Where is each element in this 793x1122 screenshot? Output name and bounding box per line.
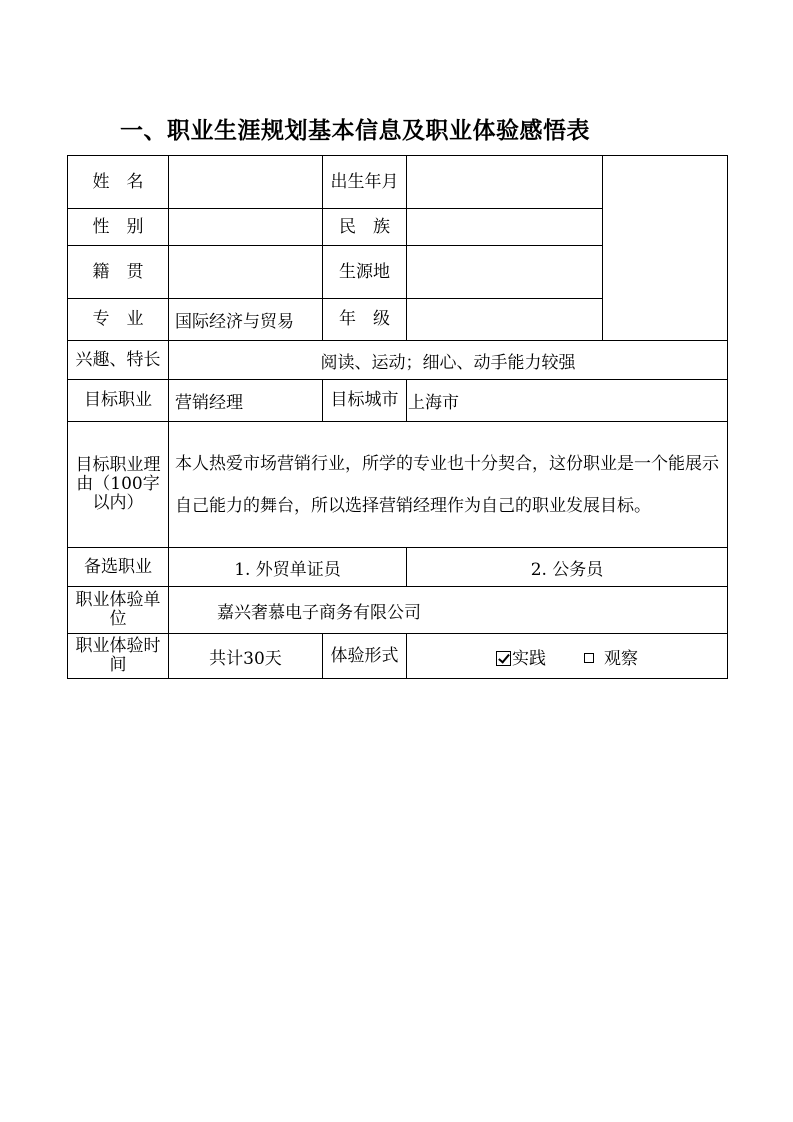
grade-label: 年 级: [323, 299, 407, 341]
alternative-job-1[interactable]: 1. 外贸单证员: [169, 548, 407, 587]
career-info-table: [67, 155, 728, 679]
birth-label: 出生年月: [323, 156, 407, 209]
option-observe[interactable]: [584, 644, 638, 669]
gender-label: 性 别: [68, 209, 169, 246]
ethnicity-field[interactable]: [407, 209, 603, 246]
reason-field[interactable]: 本人热爱市场营销行业，所学的专业也十分契合，这份职业是一个能展示自己能力的舞台，所以选择营销经理作为自己的职业发展目标。: [169, 422, 728, 548]
target-job-field[interactable]: 营销经理: [169, 380, 323, 422]
unit-field[interactable]: 嘉兴奢慕电子商务有限公司: [169, 587, 728, 634]
interests-field[interactable]: 阅读、运动；细心、动手能力较强: [169, 341, 728, 380]
duration-label: 职业体验时间: [68, 634, 169, 679]
reason-label: 目标职业理由（100字以内）: [68, 422, 169, 548]
native-place-field[interactable]: [169, 246, 323, 299]
name-field[interactable]: [169, 156, 323, 209]
origin-field[interactable]: [407, 246, 603, 299]
grade-field[interactable]: [407, 299, 603, 341]
alternative-job-2[interactable]: 2. 公务员: [407, 548, 728, 587]
target-city-field[interactable]: 上海市: [407, 380, 728, 422]
checked-box-icon: [496, 651, 511, 666]
unit-label: 职业体验单位: [68, 587, 169, 634]
interests-label: 兴趣、特长: [68, 341, 169, 380]
major-field[interactable]: 国际经济与贸易: [169, 299, 323, 341]
option-practice[interactable]: [496, 644, 546, 669]
name-label: 姓 名: [68, 156, 169, 209]
duration-field[interactable]: 共计30天: [169, 634, 323, 679]
unchecked-box-icon: [584, 653, 594, 663]
form-label: 体验形式: [323, 634, 407, 679]
gender-field[interactable]: [169, 209, 323, 246]
birth-field[interactable]: [407, 156, 603, 209]
target-job-label: 目标职业: [68, 380, 169, 422]
option-observe-label: 观察: [604, 648, 638, 669]
native-place-label: 籍 贯: [68, 246, 169, 299]
target-city-label: 目标城市: [323, 380, 407, 422]
page-title: 一、职业生涯规划基本信息及职业体验感悟表: [120, 118, 590, 144]
origin-label: 生源地: [323, 246, 407, 299]
photo-cell: [603, 156, 728, 341]
alternatives-label: 备选职业: [68, 548, 169, 587]
experience-form-options: [407, 634, 728, 679]
option-practice-label: 实践: [512, 648, 546, 669]
ethnicity-label: 民 族: [323, 209, 407, 246]
major-label: 专 业: [68, 299, 169, 341]
